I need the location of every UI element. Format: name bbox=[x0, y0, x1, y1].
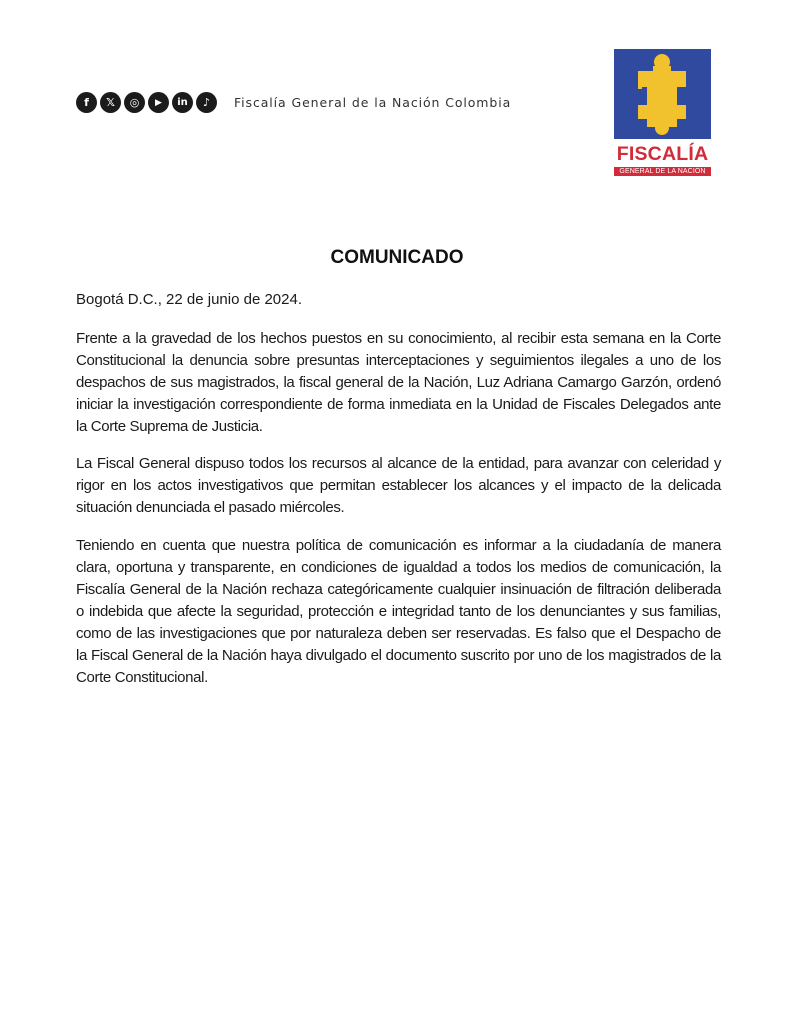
paragraph: Teniendo en cuenta que nuestra política de comunicación es informar a la ciudadanía de manera clara, oportuna y transparente, en condiciones de igualdad a todos los medios de comunicación, la Fiscalía General de la Nación rechaza categóricamente cualquier insinuación de filtración deliberada o indebida que afecte la seguridad, protección e integridad tanto de los denunciantes y sus familias, como de las investigaciones que por naturaleza deben ser reservadas. Es falso que el Despacho de la Fiscal General de la Nación haya divulgado el documento suscrito por uno de los magistrados de la Corte Constitucional. bbox=[76, 537, 721, 686]
social-icons bbox=[76, 92, 217, 113]
youtube-icon[interactable]: ▶ bbox=[148, 92, 169, 113]
paragraph: La Fiscal General dispuso todos los recursos al alcance de la entidad, para avanzar con celeridad y rigor en los actos investigativos que permitan establecer los alcances y el impacto de la delicada situación denunciada el pasado miércoles. bbox=[76, 455, 721, 516]
paragraph: Frente a la gravedad de los hechos puestos en su conocimiento, al recibir esta semana en la Corte Constitucional la denuncia sobre presuntas interceptaciones y seguimientos ilegales a uno de los despachos de sus magistrados, la fiscal general de la Nación, Luz Adriana Camargo Garzón, ordenó iniciar la investigación correspondiente de forma inmediata en la Unidad de Fiscales Delegados ante la Corte Suprema de Justicia. bbox=[76, 330, 721, 435]
organization-name: Fiscalía General de la Nación Colombia bbox=[234, 95, 512, 110]
logo-subtitle: GENERAL DE LA NACIÓN bbox=[614, 167, 711, 176]
facebook-icon[interactable]: f bbox=[76, 92, 97, 113]
x-icon[interactable]: 𝕏 bbox=[100, 92, 121, 113]
linkedin-icon[interactable]: in bbox=[172, 92, 193, 113]
instagram-icon[interactable]: ◎ bbox=[124, 92, 145, 113]
letterhead bbox=[76, 92, 511, 113]
puzzle-logo-icon bbox=[614, 49, 711, 139]
tiktok-icon[interactable]: ♪ bbox=[196, 92, 217, 113]
document-title: COMUNICADO bbox=[330, 247, 464, 268]
logo-name: FISCALÍA bbox=[616, 143, 709, 165]
fiscalia-logo bbox=[614, 49, 711, 176]
date-line: Bogotá D.C., 22 de junio de 2024. bbox=[76, 291, 302, 308]
